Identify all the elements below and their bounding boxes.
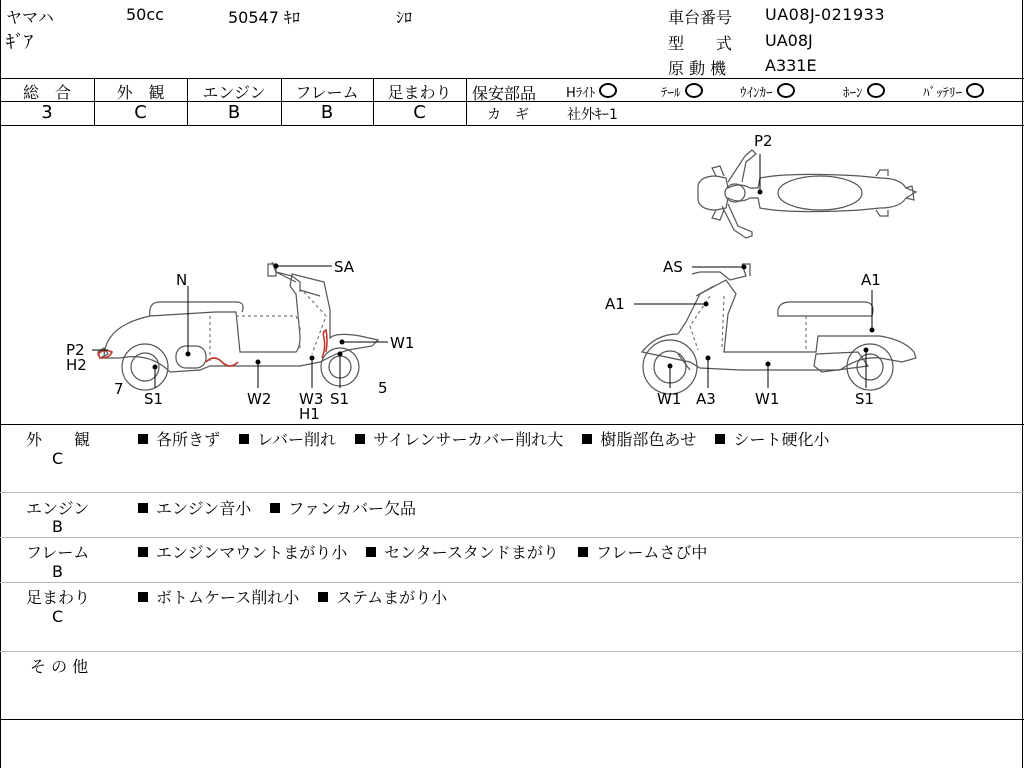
- note-label-engine: エンジン: [26, 499, 90, 518]
- bullet-icon: [239, 434, 249, 444]
- overall-label: 総 合: [22, 83, 71, 102]
- overall-value: 3: [41, 102, 53, 123]
- bullet-icon: [355, 434, 365, 444]
- type-value: UA08J: [765, 31, 813, 50]
- note-grade-engine: B: [52, 517, 63, 536]
- bullet-icon: [270, 503, 280, 513]
- ok-mark-icon: [599, 83, 617, 98]
- note-label-suspension: 足まわり: [26, 588, 91, 607]
- divider: [0, 719, 1024, 720]
- label-right-s1: S1: [855, 390, 875, 408]
- divider: [0, 78, 1024, 79]
- note-items-exterior: 各所きず レバー削れ サイレンサーカバー削れ大 樹脂部色あせ シート硬化小: [138, 427, 829, 450]
- engine-value: A331E: [765, 56, 817, 75]
- type-label: 型 式: [668, 34, 733, 53]
- label-left-w2: W2: [247, 390, 272, 408]
- note-items-suspension: ボトムケース削れ小 ステムまがり小: [138, 585, 447, 608]
- bullet-icon: [138, 547, 148, 557]
- border-right: [1022, 0, 1023, 768]
- bullet-icon: [578, 547, 588, 557]
- safety-item-winker: ｳｲﾝｶｰ: [740, 82, 795, 101]
- maker: ヤマハ: [6, 8, 54, 27]
- exterior-label: 外 観: [116, 83, 165, 102]
- note-label-other: そ の 他: [30, 657, 89, 676]
- bullet-icon: [138, 592, 148, 602]
- label-left-s1-b: S1: [330, 390, 350, 408]
- label-left-h1: H1: [299, 405, 320, 423]
- note-grade-suspension: C: [52, 607, 64, 626]
- ok-mark-icon: [966, 83, 984, 98]
- label-right-a1-a: A1: [605, 295, 625, 313]
- label-top-p2: P2: [754, 132, 773, 150]
- scooter-left-view: [98, 262, 378, 390]
- note-label-frame: フレーム: [26, 543, 90, 562]
- note-grade-frame: B: [52, 562, 63, 581]
- label-right-a1-b: A1: [861, 271, 881, 289]
- safety-label: 保安部品: [472, 84, 537, 103]
- note-items-engine: エンジン音小 ファンカバー欠品: [138, 496, 416, 519]
- note-items-frame: エンジンマウントまがり小 センタースタンドまがり フレームさび中: [138, 540, 707, 563]
- safety-item-headlight: Hﾗｲﾄ: [566, 82, 617, 101]
- label-left-sa: SA: [334, 258, 355, 276]
- divider: [0, 424, 1024, 425]
- note-label-exterior: 外 観: [26, 430, 91, 449]
- label-left-w1: W1: [390, 334, 415, 352]
- color: ｼﾛ: [396, 8, 413, 27]
- safety-item-horn: ﾎｰﾝ: [843, 82, 885, 101]
- model-name: ｷﾞｱ: [6, 32, 33, 53]
- damage-diagram: [0, 126, 1022, 424]
- divider: [0, 492, 1024, 493]
- label-left-p2: P2: [66, 341, 85, 359]
- engine-label: 原 動 機: [668, 59, 727, 78]
- bullet-icon: [582, 434, 592, 444]
- divider: [0, 651, 1024, 652]
- safety-item-battery: ﾊﾞｯﾃﾘｰ: [923, 82, 984, 101]
- mileage: 50547 ｷﾛ: [228, 8, 300, 27]
- label-left-5: 5: [378, 379, 388, 397]
- label-left-h2: H2: [66, 356, 87, 374]
- label-right-w1-a: W1: [657, 390, 682, 408]
- ok-mark-icon: [777, 83, 795, 98]
- suspension-grade-label: 足まわり: [387, 83, 452, 102]
- label-right-a3: A3: [696, 390, 716, 408]
- engine-grade-value: B: [227, 102, 241, 123]
- exterior-value: C: [134, 102, 147, 123]
- note-grade-exterior: C: [52, 449, 64, 468]
- label-right-w1-b: W1: [755, 390, 780, 408]
- suspension-grade-value: C: [413, 102, 426, 123]
- frame-grade-value: B: [320, 102, 334, 123]
- label-left-n: N: [176, 271, 188, 289]
- label-right-as: AS: [663, 258, 683, 276]
- scooter-top-view: [698, 150, 916, 238]
- bullet-icon: [366, 547, 376, 557]
- divider: [0, 582, 1024, 583]
- ok-mark-icon: [867, 83, 885, 98]
- frame-grade-label: フレーム: [295, 83, 359, 102]
- bullet-icon: [715, 434, 725, 444]
- key-value: 社外ｷｰ1: [567, 107, 618, 123]
- bullet-icon: [138, 503, 148, 513]
- frame-no-value: UA08J-021933: [765, 5, 886, 24]
- safety-item-tail: ﾃｰﾙ: [661, 82, 703, 101]
- label-left-7: 7: [114, 380, 124, 398]
- ok-mark-icon: [685, 83, 703, 98]
- displacement: 50cc: [126, 5, 164, 24]
- bullet-icon: [138, 434, 148, 444]
- divider: [0, 537, 1024, 538]
- engine-grade-label: エンジン: [202, 83, 266, 102]
- divider: [466, 101, 1024, 102]
- label-left-s1-a: S1: [144, 390, 164, 408]
- divider: [466, 78, 467, 125]
- label-left-w3: W3: [299, 390, 324, 408]
- frame-no-label: 車台番号: [668, 8, 733, 27]
- bullet-icon: [318, 592, 328, 602]
- key-label: カ ギ: [487, 107, 529, 123]
